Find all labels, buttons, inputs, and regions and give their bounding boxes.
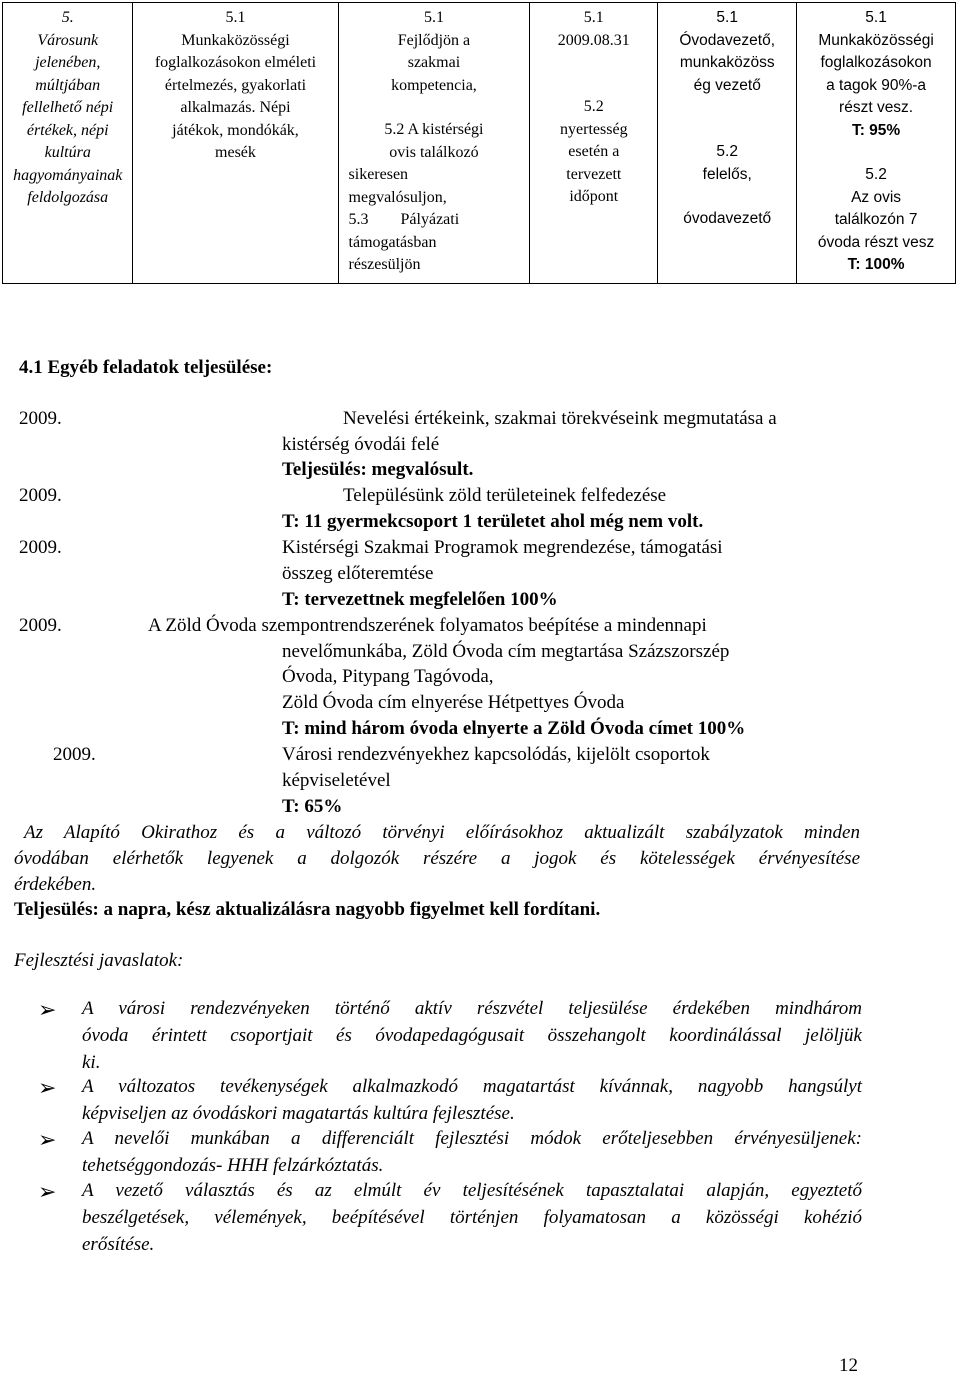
- arrow-bullet-icon: ➢: [38, 1179, 57, 1204]
- task-year: 2009.: [19, 537, 62, 558]
- list-item: A városi rendezvényeken történő aktív részvétel teljesülése érdekében mindhárom óvoda érintett csoportjait és óvodapedagógusait összehangolt koordinálással jelöljük ki.: [82, 998, 862, 1073]
- section-title: 4.1 Egyéb feladatok teljesülése:: [19, 357, 273, 378]
- task-year: 2009.: [19, 485, 62, 506]
- list-item: A vezető választás és az elmúlt év teljesítésének tapasztalatai alapján, egyeztető beszélgetések, vélemények, beépítésével történjen folyamatosan a közösségi kohézió erősítése.: [82, 1180, 862, 1255]
- arrow-bullet-icon: ➢: [38, 1127, 57, 1152]
- task-text: Nevelési értékeink, szakmai törekvéseink megmutatása a: [343, 408, 777, 429]
- task-text: Településünk zöld területeinek felfedezése: [343, 485, 667, 506]
- task-text: Városi rendezvényekhez kapcsolódás, kijelölt csoportok: [282, 744, 710, 765]
- table-cell-success-criteria: 5.1 Munkaközösségi foglalkozásokon a tagok 90%-a részt vesz. T: 95% 5.2 Az ovis találkozón 7 óvoda részt vesz T: 100%: [797, 3, 956, 284]
- table-cell-goal: 5. Városunk jelenében, múltjában fellelhető népi értékek, népi kultúra hagyományainak feldolgozása: [3, 3, 133, 284]
- alapito-paragraph: Az Alapító Okirathoz és a változó törvényi előírásokhoz aktualizált szabályzatok minden: [24, 822, 860, 843]
- task-text: Kistérségi Szakmai Programok megrendezése, támogatási: [282, 537, 723, 558]
- task-text: Zöld Óvoda cím elnyerése Hétpettyes Óvoda: [282, 692, 625, 713]
- task-result: T: 65%: [282, 796, 343, 817]
- task-text: kistérség óvodái felé: [282, 434, 440, 455]
- alapito-paragraph-cont: óvodában elérhetők legyenek a dolgozók részére a jogok és kötelességek érvényesítése érdekében.: [14, 848, 860, 895]
- task-text: Óvoda, Pitypang Tagóvoda,: [282, 666, 494, 687]
- task-year: 2009.: [19, 615, 62, 636]
- table-cell-responsible: 5.1 Óvodavezető, munkaközöss ég vezető 5.2 felelős, óvodavezető: [658, 3, 797, 284]
- table-cell-deadline: 5.1 2009.08.31 5.2 nyertesség esetén a tervezett időpont: [530, 3, 658, 284]
- arrow-bullet-icon: ➢: [38, 997, 57, 1022]
- task-result: T: tervezettnek megfelelően 100%: [282, 589, 558, 610]
- page-number: 12: [839, 1355, 858, 1376]
- list-item: A nevelői munkában a differenciált fejlesztési módok erőteljesebben érvényesüljenek: tehetséggondozás- HHH felzárkóztatás.: [82, 1128, 862, 1176]
- table-cell-expected: 5.1 Fejlődjön a szakmai kompetencia, 5.2 A kistérségi ovis találkozó sikeresen megvalósuljon, 5.3 Pályázati támogatásban részesüljön: [338, 3, 530, 284]
- proposals-title: Fejlesztési javaslatok:: [14, 950, 184, 971]
- table-row: [3, 3, 956, 284]
- alapito-result: Teljesülés: a napra, kész aktualizálásra nagyobb figyelmet kell fordítani.: [14, 899, 601, 920]
- task-text: képviseletével: [282, 770, 391, 791]
- task-year: 2009.: [19, 408, 62, 429]
- task-result: T: mind három óvoda elnyerte a Zöld Óvoda címet 100%: [282, 718, 746, 739]
- task-year: 2009.: [53, 744, 96, 765]
- task-text: nevelőmunkába, Zöld Óvoda cím megtartása Százszorszép: [282, 641, 730, 662]
- table-cell-activity: 5.1 Munkaközösségi foglalkozásokon elméleti értelmezés, gyakorlati alkalmazás. Népi játékok, mondókák, mesék: [133, 3, 338, 284]
- task-text: összeg előteremtése: [282, 563, 434, 584]
- task-result: Teljesülés: megvalósult.: [282, 459, 474, 480]
- task-result: T: 11 gyermekcsoport 1 területet ahol még nem volt.: [282, 511, 704, 532]
- arrow-bullet-icon: ➢: [38, 1075, 57, 1100]
- task-text: A Zöld Óvoda szempontrendszerének folyamatos beépítése a mindennapi: [148, 615, 707, 636]
- list-item: A változatos tevékenységek alkalmazkodó magatartást kívánnak, nagyobb hangsúlyt képviseljen az óvodáskori magatartás kultúra fejlesztése.: [82, 1076, 862, 1124]
- plan-table: [2, 2, 956, 284]
